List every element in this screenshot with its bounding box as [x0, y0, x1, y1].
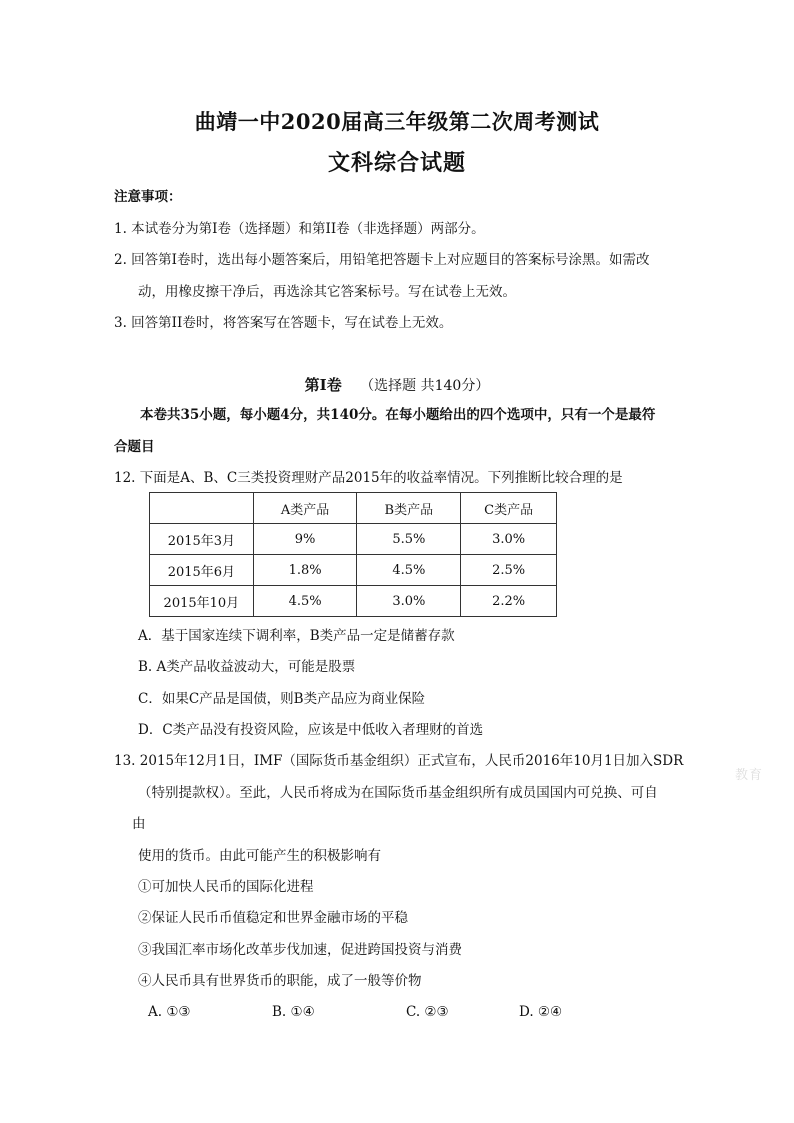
- table-cell: 5.5%: [357, 524, 461, 555]
- table-header-row: [150, 493, 557, 524]
- table-cell: 2015年3月: [150, 524, 254, 555]
- question-13-stem-4: 使用的货币。由此可能产生的积极影响有: [138, 848, 381, 864]
- table-row: [150, 586, 557, 617]
- table-cell: 2015年10月: [150, 586, 254, 617]
- table-cell: 4.5%: [253, 586, 357, 617]
- question-13-item-1: ①可加快人民币的国际化进程: [138, 879, 314, 895]
- yield-table: [149, 492, 557, 617]
- question-12-stem: 12. 下面是A、B、C三类投资理财产品2015年的收益率情况。下列推断比较合理的是: [114, 470, 623, 486]
- question-12-option-b: B. A类产品收益波动大，可能是股票: [138, 659, 356, 675]
- table-cell: [150, 493, 254, 524]
- table-cell: 3.0%: [461, 524, 557, 555]
- table-cell: 1.8%: [253, 555, 357, 586]
- table-row: [150, 555, 557, 586]
- question-12-option-c: C．如果C产品是国债，则B类产品应为商业保险: [138, 691, 426, 707]
- table-cell: 2.5%: [461, 555, 557, 586]
- question-13-item-2: ②保证人民币币值稳定和世界金融市场的平稳: [138, 910, 408, 926]
- notice-item-3: 3. 回答第II卷时，将答案写在答题卡，写在试卷上无效。: [114, 315, 453, 331]
- notice-heading: 注意事项：: [114, 189, 182, 205]
- exam-title: 曲靖一中2020届高三年级第二次周考测试: [194, 109, 600, 134]
- question-13-choice-b: B. ①④: [272, 1004, 315, 1020]
- watermark: 教育: [735, 768, 764, 783]
- question-12-option-d: D．C类产品没有投资风险，应该是中低收入者理财的首选: [138, 722, 484, 738]
- table-cell: 2.2%: [461, 586, 557, 617]
- table-cell: 3.0%: [357, 586, 461, 617]
- section-heading: [0, 374, 794, 395]
- question-13-item-4: ④人民币具有世界货币的职能，成了一般等价物: [138, 973, 422, 989]
- table-header-cell: A类产品: [253, 493, 357, 524]
- exam-subtitle: 文科综合试题: [327, 150, 466, 176]
- question-13-stem-3: 由: [132, 816, 146, 832]
- notice-item-1: 1. 本试卷分为第Ⅰ卷（选择题）和第II卷（非选择题）两部分。: [114, 221, 485, 237]
- notice-item-2-cont: 动，用橡皮擦干净后，再选涂其它答案标号。写在试卷上无效。: [138, 284, 516, 300]
- notice-item-2: 2. 回答第Ⅰ卷时，选出每小题答案后，用铅笔把答题卡上对应题目的答案标号涂黑。如需改: [114, 252, 650, 268]
- section-instruction-cont: 合题目: [114, 439, 155, 455]
- section-title: 第Ⅰ卷: [304, 376, 342, 394]
- question-13-choice-d: D. ②④: [519, 1004, 563, 1020]
- question-13-item-3: ③我国汇率市场化改革步伐加速，促进跨国投资与消费: [138, 942, 462, 958]
- table-cell: 2015年6月: [150, 555, 254, 586]
- section-instruction: 本卷共35小题，每小题4分，共140分。在每小题给出的四个选项中，只有一个是最符: [140, 407, 656, 423]
- question-13-choice-a: A. ①③: [148, 1004, 191, 1020]
- table-cell: 4.5%: [357, 555, 461, 586]
- question-13-stem-1: 13. 2015年12月1日，IMF（国际货币基金组织）正式宣布，人民币2016年10月1日加入SDR: [114, 753, 684, 769]
- question-13-stem-2: （特别提款权）。至此，人民币将成为在国际货币基金组织所有成员国国内可兑换、可自: [138, 785, 658, 801]
- question-13-choice-c: C. ②③: [406, 1004, 449, 1020]
- table-row: [150, 524, 557, 555]
- table-cell: 9%: [253, 524, 357, 555]
- section-subtitle: （选择题 共140分）: [360, 378, 490, 394]
- table-header-cell: B类产品: [357, 493, 461, 524]
- table-header-cell: C类产品: [461, 493, 557, 524]
- question-12-option-a: A．基于国家连续下调利率，B类产品一定是储蓄存款: [138, 628, 455, 644]
